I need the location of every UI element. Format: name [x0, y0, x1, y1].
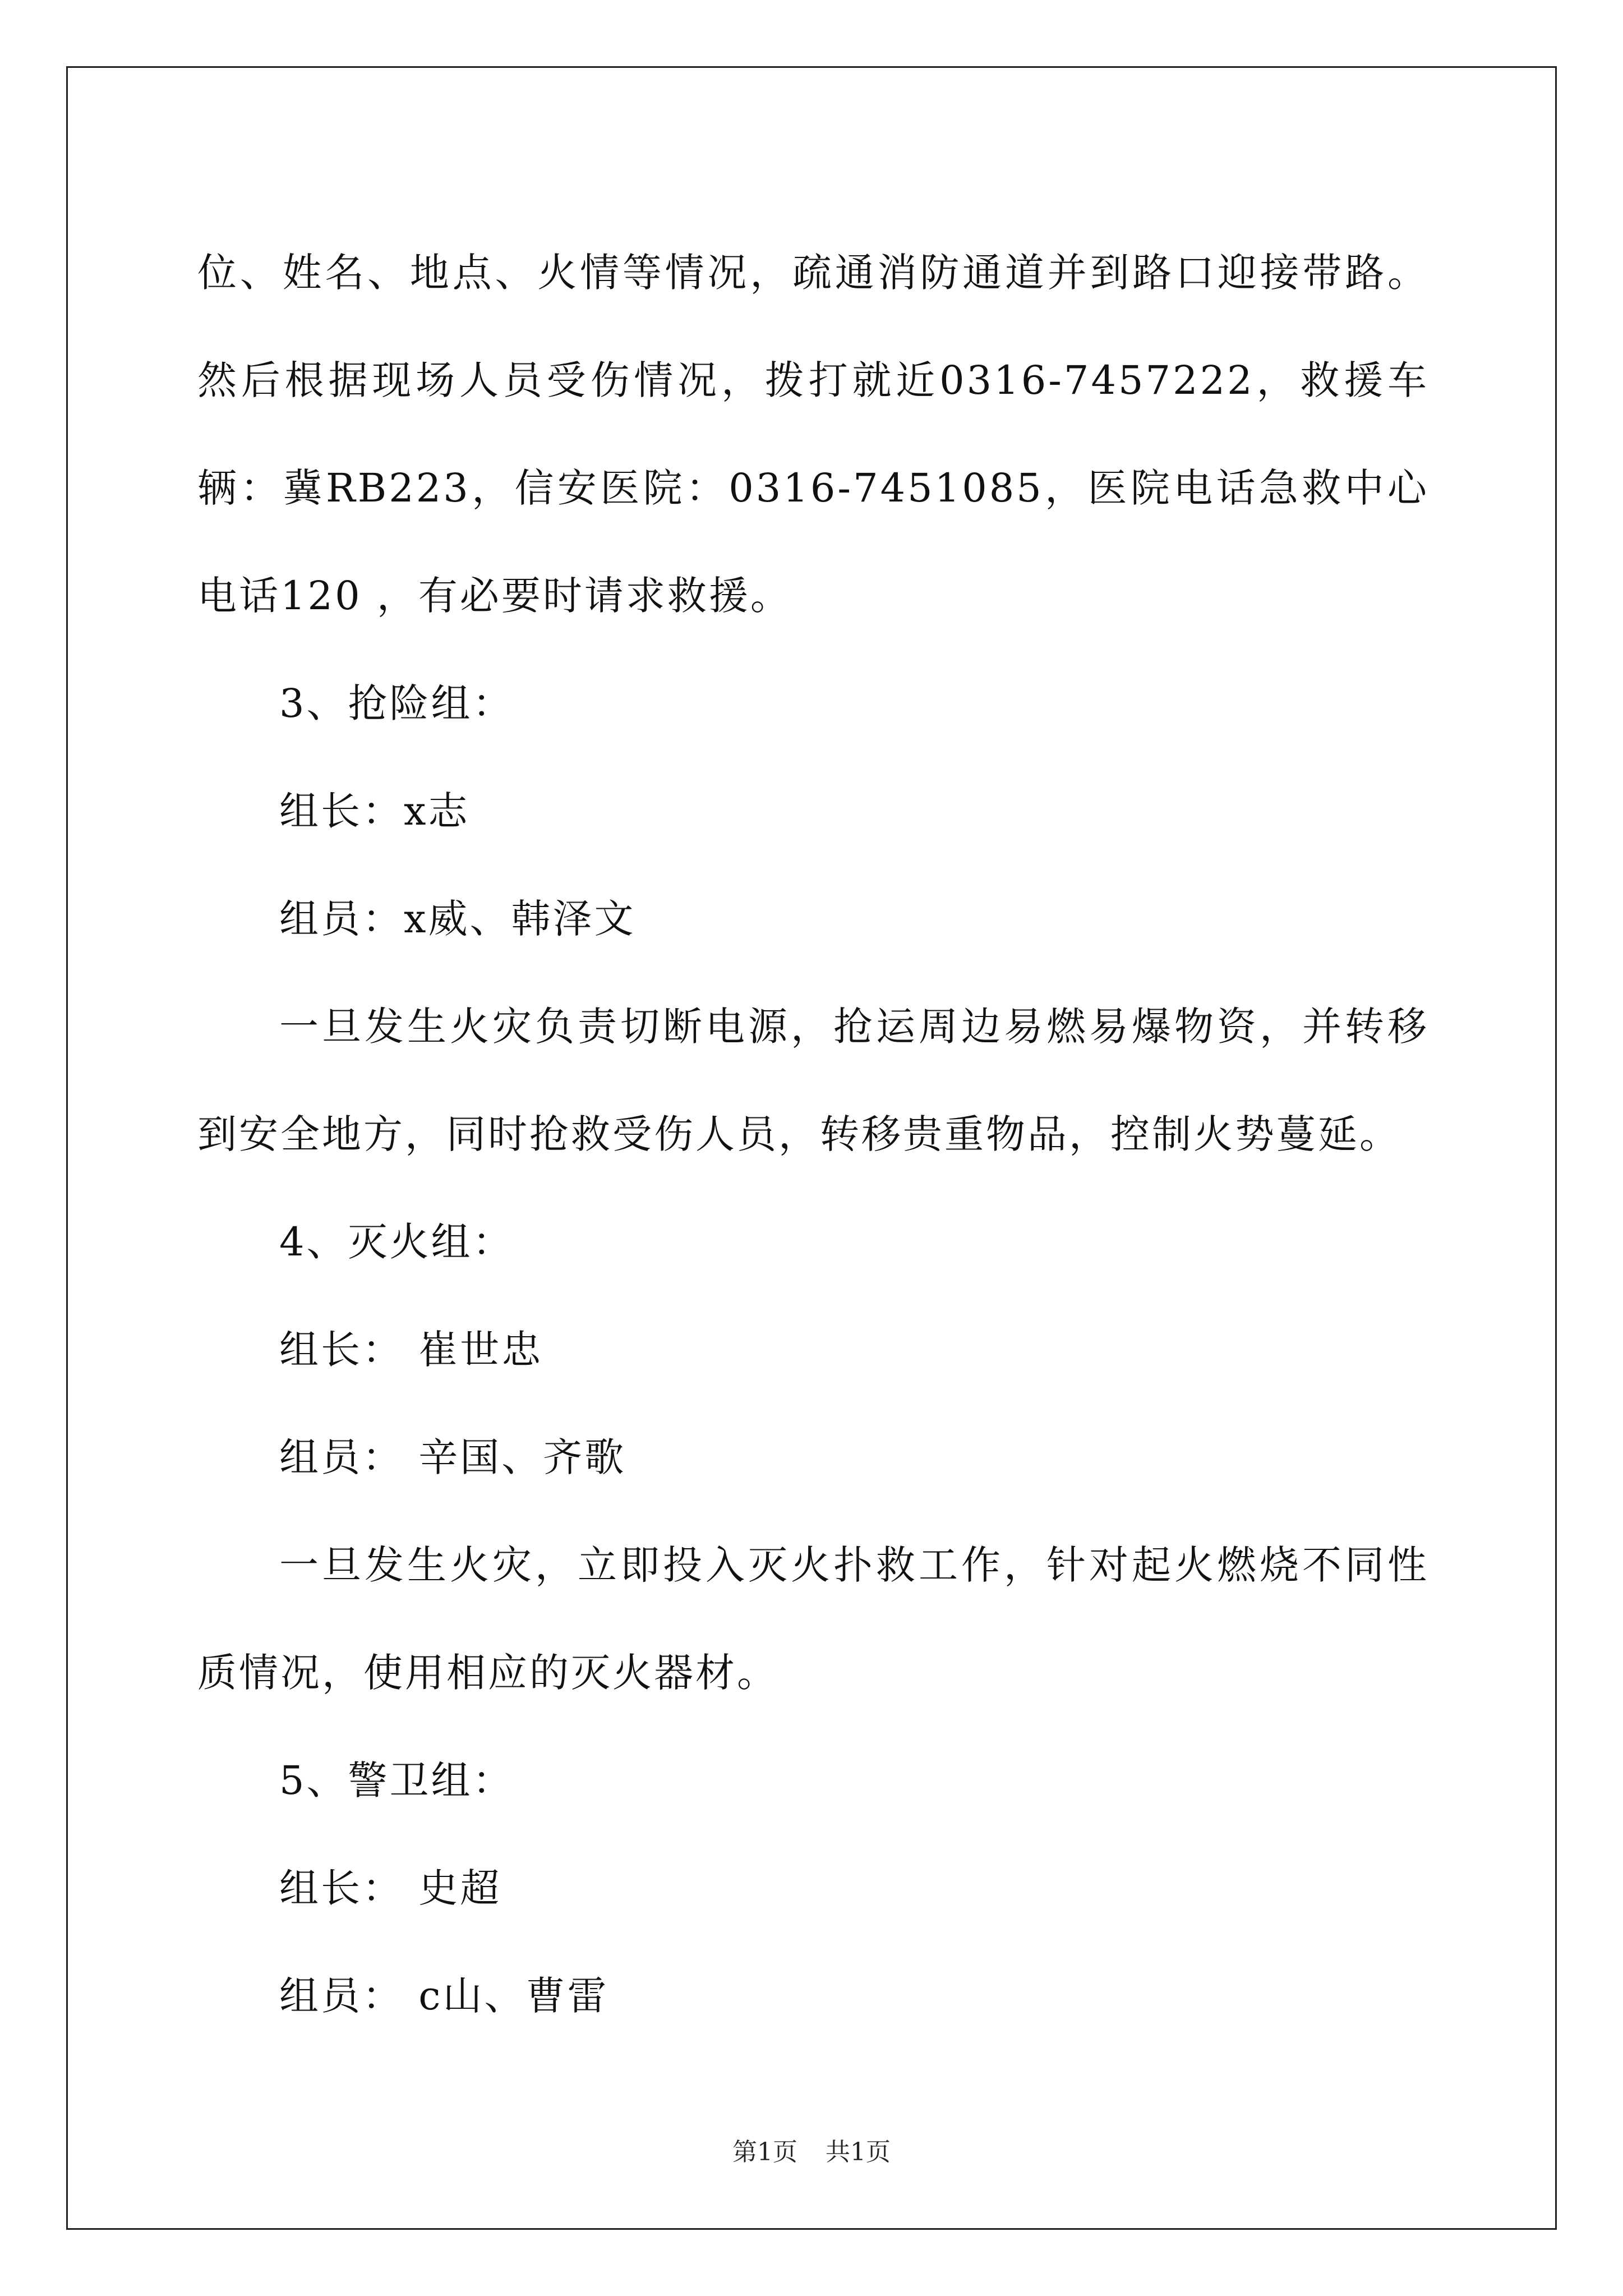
page-footer: [0, 2132, 1623, 2168]
section-heading-rescue-group: 3、抢险组：: [279, 680, 514, 726]
paragraph-continuation: 位、姓名、地点、火情等情况，疏通消防通道并到路口迎接带路。然后根据现场人员受伤情况，拨打就近0316-7457222，救援车辆：冀RB223，信安医院：0316-7451085，医院电话急救中心电话120 ，有必要时请求救援。: [197, 250, 1429, 619]
guard-group-leader: 组长： 史超: [279, 1865, 502, 1911]
firefighting-group-leader: 组长： 崔世忠: [279, 1327, 543, 1373]
page-number: 第1页: [732, 2138, 797, 2166]
section-heading-guard-group: 5、警卫组：: [279, 1757, 514, 1803]
firefighting-group-duties: 一旦发生火灾，立即投入灭火扑救工作，针对起火燃烧不同性质情况，使用相应的灭火器材。: [197, 1542, 1429, 1696]
firefighting-group-members: 组员： 辛国、齐歌: [279, 1434, 626, 1480]
rescue-group-members: 组员：x威、韩泽文: [279, 896, 636, 942]
rescue-group-duties: 一旦发生火灾负责切断电源，抢运周边易燃易爆物资，并转移到安全地方，同时抢救受伤人员，转移贵重物品，控制火势蔓延。: [197, 1004, 1429, 1157]
page-total: 共1页: [826, 2138, 891, 2166]
document-body: [197, 219, 1429, 2050]
guard-group-members: 组员： c山、曹雷: [279, 1973, 609, 2019]
section-heading-firefighting-group: 4、灭火组：: [279, 1219, 514, 1265]
rescue-group-leader: 组长：x志: [279, 788, 470, 834]
